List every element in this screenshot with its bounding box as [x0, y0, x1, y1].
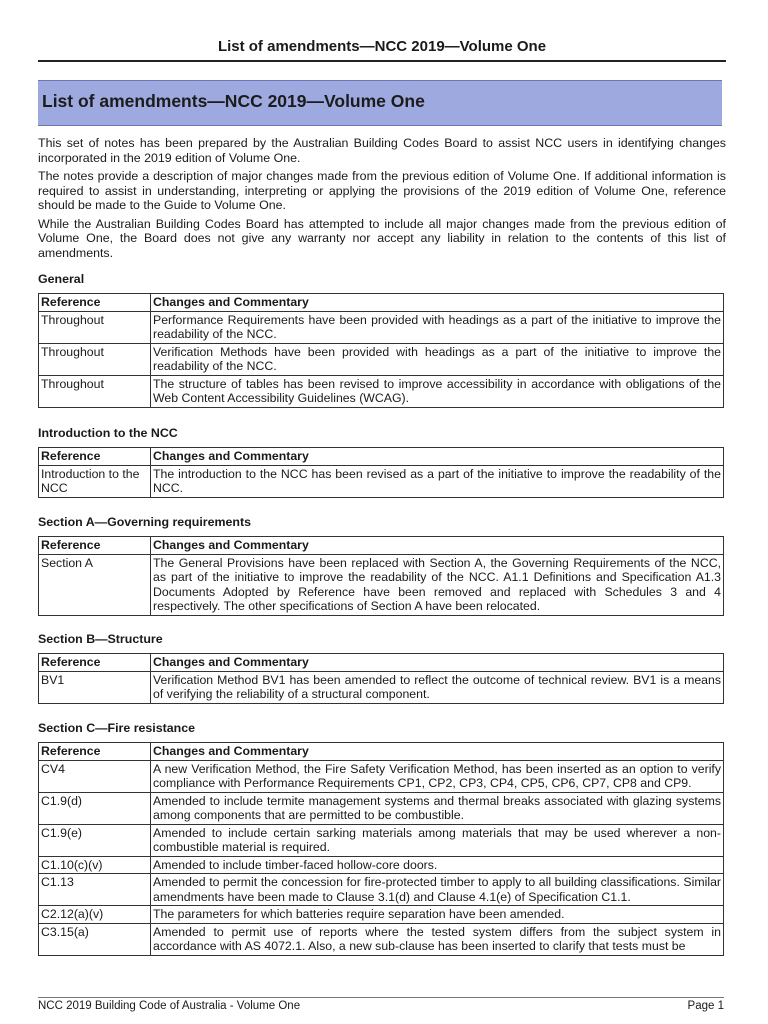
commentary-cell: A new Verification Method, the Fire Safety Verification Method, has been inserted as an option to verify compliance with Performance Requirements CP1, CP2, CP3, CP4, CP5, CP6, CP7, CP8 and CP9. — [151, 760, 724, 792]
amendments-table — [38, 536, 724, 616]
table-header-row — [39, 448, 724, 466]
reference-cell: Throughout — [39, 375, 151, 407]
column-header-changes: Changes and Commentary — [151, 537, 724, 555]
reference-cell: CV4 — [39, 760, 151, 792]
reference-cell: C1.10(c)(v) — [39, 856, 151, 874]
amendments-table — [38, 653, 724, 704]
reference-cell: Introduction to the NCC — [39, 465, 151, 497]
section-introduction — [38, 426, 724, 498]
reference-cell: Throughout — [39, 343, 151, 375]
column-header-changes: Changes and Commentary — [151, 294, 724, 312]
intro-paragraph: The notes provide a description of major changes made from the previous edition of Volume One. If additional information is required to assist in understanding, interpreting or applying the provisions of the 2019 edition of Volume One, reference should be made to the Guide to Volume One. — [38, 169, 726, 212]
section-c — [38, 721, 724, 956]
table-row — [39, 792, 724, 824]
reference-cell: C3.15(a) — [39, 923, 151, 955]
table-row — [39, 874, 724, 906]
commentary-cell: Performance Requirements have been provided with headings as a part of the initiative to improve the readability of the NCC. — [151, 311, 724, 343]
commentary-cell: Amended to include certain sarking materials among materials that may be used wherever a non-combustible material is required. — [151, 824, 724, 856]
page-footer — [38, 997, 724, 1012]
commentary-cell: Amended to permit the concession for fire-protected timber to apply to all building classifications. Similar amendments have been made to Clause 3.1(d) and Clause 4.1(e) of Specification C1.1. — [151, 874, 724, 906]
table-header-row — [39, 537, 724, 555]
commentary-cell: Amended to include timber-faced hollow-core doors. — [151, 856, 724, 874]
reference-cell: C2.12(a)(v) — [39, 906, 151, 924]
table-row — [39, 554, 724, 615]
section-heading: General — [38, 272, 85, 286]
reference-cell: C1.9(e) — [39, 824, 151, 856]
commentary-cell: Verification Methods have been provided with headings as a part of the initiative to improve the readability of the NCC. — [151, 343, 724, 375]
column-header-changes: Changes and Commentary — [151, 654, 724, 672]
reference-cell: Throughout — [39, 311, 151, 343]
table-row — [39, 856, 724, 874]
table-header-row — [39, 654, 724, 672]
table-row — [39, 465, 724, 497]
column-header-reference: Reference — [39, 537, 151, 555]
footer-publication: NCC 2019 Building Code of Australia - Volume One — [38, 1000, 301, 1012]
commentary-cell: The structure of tables has been revised to improve accessibility in accordance with obligations of the Web Content Accessibility Guidelines (WCAG). — [151, 375, 724, 407]
banner-title: List of amendments—NCC 2019—Volume One — [42, 91, 425, 111]
reference-cell: C1.13 — [39, 874, 151, 906]
section-heading: Section B—Structure — [38, 632, 163, 646]
table-header-row — [39, 294, 724, 312]
table-row — [39, 311, 724, 343]
page-number: Page 1 — [687, 1000, 724, 1012]
column-header-changes: Changes and Commentary — [151, 448, 724, 466]
amendments-table — [38, 447, 724, 498]
table-row — [39, 343, 724, 375]
commentary-cell: Verification Method BV1 has been amended to reflect the outcome of technical review. BV1 is a means of verifying the reliability of a structural component. — [151, 671, 724, 703]
reference-cell: C1.9(d) — [39, 792, 151, 824]
column-header-changes: Changes and Commentary — [151, 743, 724, 761]
section-heading: Introduction to the NCC — [38, 426, 178, 440]
commentary-cell: Amended to permit use of reports where the tested system differs from the subject system in accordance with AS 4072.1. Also, a new sub-clause has been inserted to clarify that tests must be — [151, 923, 724, 955]
column-header-reference: Reference — [39, 654, 151, 672]
intro-paragraph: This set of notes has been prepared by the Australian Building Codes Board to assist NCC users in identifying changes incorporated in the 2019 edition of Volume One. — [38, 136, 726, 165]
section-heading: Section A—Governing requirements — [38, 515, 251, 529]
commentary-cell: The introduction to the NCC has been revised as a part of the initiative to improve the readability of the NCC. — [151, 465, 724, 497]
table-row — [39, 824, 724, 856]
table-row — [39, 760, 724, 792]
section-heading: Section C—Fire resistance — [38, 721, 196, 735]
amendments-table — [38, 293, 724, 408]
section-a — [38, 515, 724, 616]
section-b — [38, 632, 724, 704]
table-row — [39, 671, 724, 703]
commentary-cell: The parameters for which batteries require separation have been amended. — [151, 906, 724, 924]
commentary-cell: The General Provisions have been replaced with Section A, the Governing Requirements of the NCC, as part of the initiative to improve the readability of the NCC. A1.1 Definitions and Specification A1.3 Documents Adopted by Reference have been removed and replaced with Schedules 3 and 4 respectively. The other specifications of Section A have been relocated. — [151, 554, 724, 615]
column-header-reference: Reference — [39, 743, 151, 761]
intro-text — [38, 136, 726, 264]
title-banner — [38, 80, 722, 126]
column-header-reference: Reference — [39, 448, 151, 466]
table-row — [39, 906, 724, 924]
running-header: List of amendments—NCC 2019—Volume One — [38, 38, 726, 62]
reference-cell: Section A — [39, 554, 151, 615]
table-row — [39, 375, 724, 407]
section-general — [38, 272, 724, 408]
amendments-table — [38, 742, 724, 956]
reference-cell: BV1 — [39, 671, 151, 703]
table-header-row — [39, 743, 724, 761]
commentary-cell: Amended to include termite management systems and thermal breaks associated with glazing systems among components that are permitted to be combustible. — [151, 792, 724, 824]
intro-paragraph: While the Australian Building Codes Board has attempted to include all major changes made from the previous edition of Volume One, the Board does not give any warranty nor accept any liability in relation to the contents of this list of amendments. — [38, 216, 726, 260]
table-row — [39, 923, 724, 955]
column-header-reference: Reference — [39, 294, 151, 312]
